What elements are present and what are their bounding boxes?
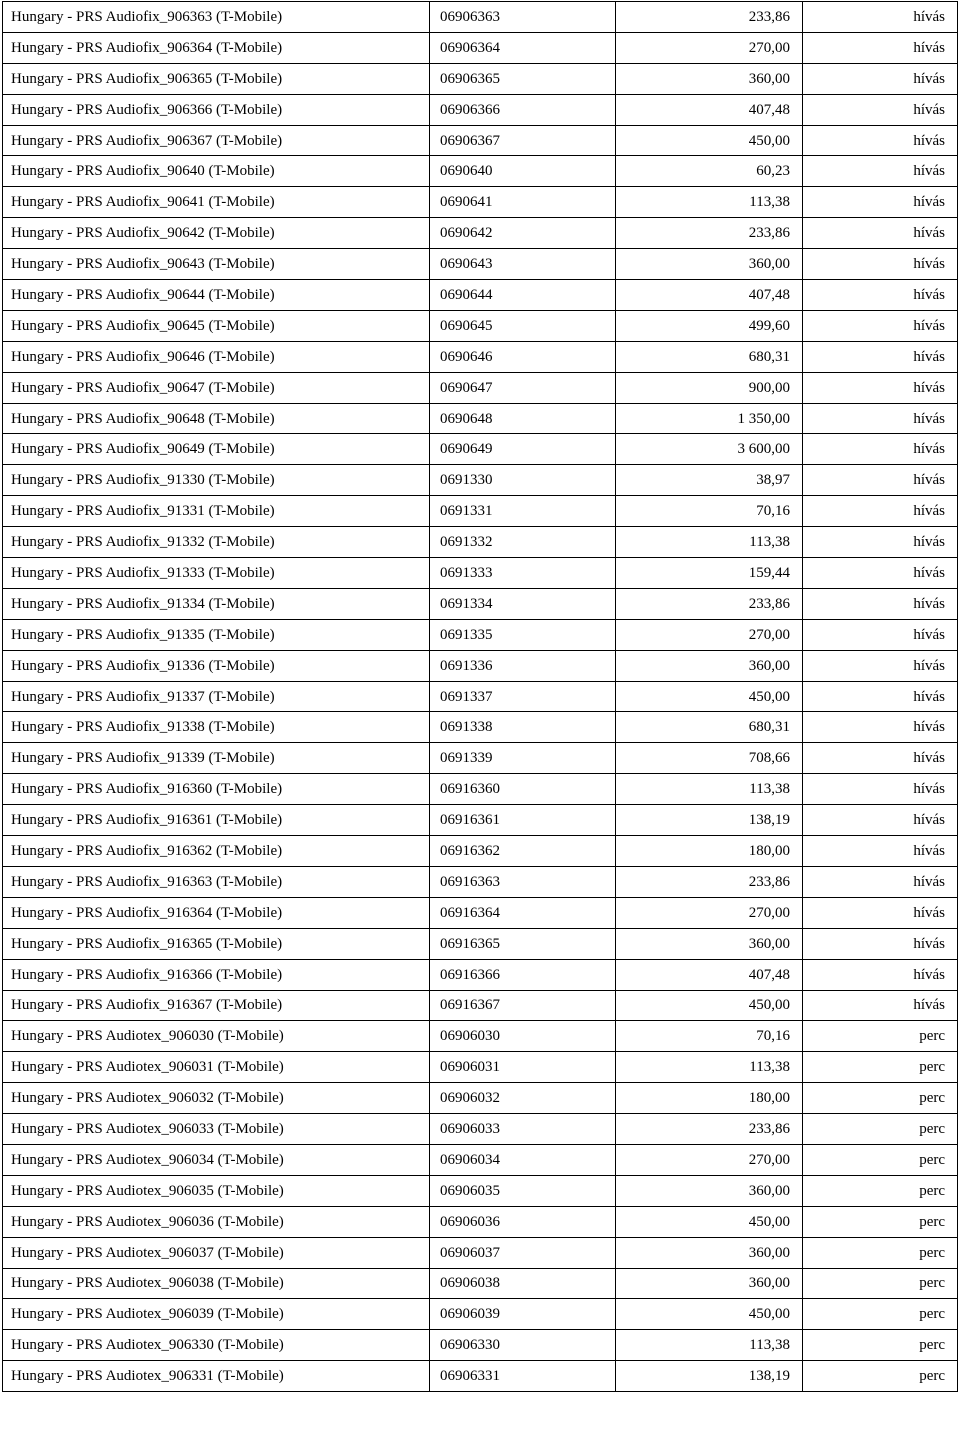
price-cell: 138,19 [616,805,803,836]
phone-number-cell: 06916361 [430,805,616,836]
billing-unit-cell: hívás [803,774,958,805]
table-row [3,1144,958,1175]
price-cell: 270,00 [616,619,803,650]
price-cell: 360,00 [616,1268,803,1299]
service-name-cell: Hungary - PRS Audiofix_916365 (T-Mobile) [3,928,430,959]
billing-unit-cell: hívás [803,836,958,867]
service-name-cell: Hungary - PRS Audiotex_906030 (T-Mobile) [3,1021,430,1052]
price-cell: 270,00 [616,1144,803,1175]
service-name-cell: Hungary - PRS Audiofix_906364 (T-Mobile) [3,32,430,63]
phone-number-cell: 06906030 [430,1021,616,1052]
price-cell: 3 600,00 [616,434,803,465]
phone-number-cell: 06906364 [430,32,616,63]
price-cell: 680,31 [616,341,803,372]
billing-unit-cell: perc [803,1052,958,1083]
service-name-cell: Hungary - PRS Audiofix_91338 (T-Mobile) [3,712,430,743]
table-row [3,650,958,681]
billing-unit-cell: perc [803,1083,958,1114]
table-row [3,897,958,928]
price-cell: 113,38 [616,527,803,558]
billing-unit-cell: hívás [803,866,958,897]
billing-unit-cell: perc [803,1299,958,1330]
service-name-cell: Hungary - PRS Audiofix_90649 (T-Mobile) [3,434,430,465]
phone-number-cell: 0691332 [430,527,616,558]
phone-number-cell: 0690647 [430,372,616,403]
price-cell: 113,38 [616,187,803,218]
price-cell: 360,00 [616,1175,803,1206]
price-cell: 1 350,00 [616,403,803,434]
table-row [3,1206,958,1237]
price-cell: 70,16 [616,1021,803,1052]
table-row [3,434,958,465]
table-row [3,156,958,187]
price-cell: 407,48 [616,280,803,311]
phone-number-cell: 06916360 [430,774,616,805]
table-row [3,805,958,836]
table-row [3,249,958,280]
phone-number-cell: 06906365 [430,63,616,94]
phone-number-cell: 0691331 [430,496,616,527]
price-cell: 270,00 [616,897,803,928]
service-name-cell: Hungary - PRS Audiofix_916361 (T-Mobile) [3,805,430,836]
service-name-cell: Hungary - PRS Audiotex_906031 (T-Mobile) [3,1052,430,1083]
billing-unit-cell: perc [803,1175,958,1206]
service-name-cell: Hungary - PRS Audiotex_906032 (T-Mobile) [3,1083,430,1114]
price-cell: 360,00 [616,249,803,280]
price-cell: 138,19 [616,1361,803,1392]
service-name-cell: Hungary - PRS Audiofix_90644 (T-Mobile) [3,280,430,311]
price-cell: 159,44 [616,558,803,589]
service-name-cell: Hungary - PRS Audiofix_90643 (T-Mobile) [3,249,430,280]
table-row [3,496,958,527]
phone-number-cell: 06906331 [430,1361,616,1392]
table-row [3,836,958,867]
phone-number-cell: 06906330 [430,1330,616,1361]
table-row [3,1175,958,1206]
price-cell: 708,66 [616,743,803,774]
phone-number-cell: 06906037 [430,1237,616,1268]
billing-unit-cell: hívás [803,588,958,619]
price-cell: 233,86 [616,1114,803,1145]
billing-unit-cell: perc [803,1144,958,1175]
phone-number-cell: 06906033 [430,1114,616,1145]
phone-number-cell: 06916364 [430,897,616,928]
price-cell: 38,97 [616,465,803,496]
phone-number-cell: 0690649 [430,434,616,465]
service-name-cell: Hungary - PRS Audiotex_906033 (T-Mobile) [3,1114,430,1145]
billing-unit-cell: hívás [803,218,958,249]
service-name-cell: Hungary - PRS Audiofix_90642 (T-Mobile) [3,218,430,249]
service-name-cell: Hungary - PRS Audiofix_916362 (T-Mobile) [3,836,430,867]
price-cell: 233,86 [616,866,803,897]
phone-number-cell: 06906363 [430,2,616,33]
billing-unit-cell: hívás [803,743,958,774]
billing-unit-cell: hívás [803,990,958,1021]
billing-unit-cell: hívás [803,341,958,372]
phone-number-cell: 0690644 [430,280,616,311]
price-cell: 499,60 [616,310,803,341]
billing-unit-cell: hívás [803,249,958,280]
price-cell: 60,23 [616,156,803,187]
service-name-cell: Hungary - PRS Audiofix_91334 (T-Mobile) [3,588,430,619]
billing-unit-cell: hívás [803,465,958,496]
phone-number-cell: 0690643 [430,249,616,280]
service-name-cell: Hungary - PRS Audiofix_90648 (T-Mobile) [3,403,430,434]
price-cell: 450,00 [616,990,803,1021]
phone-number-cell: 06906366 [430,94,616,125]
phone-number-cell: 06916367 [430,990,616,1021]
price-cell: 113,38 [616,1052,803,1083]
billing-unit-cell: hívás [803,959,958,990]
billing-unit-cell: hívás [803,310,958,341]
price-cell: 450,00 [616,681,803,712]
phone-number-cell: 0690641 [430,187,616,218]
phone-number-cell: 06906031 [430,1052,616,1083]
price-cell: 113,38 [616,1330,803,1361]
price-cell: 407,48 [616,94,803,125]
service-name-cell: Hungary - PRS Audiofix_91330 (T-Mobile) [3,465,430,496]
service-name-cell: Hungary - PRS Audiotex_906037 (T-Mobile) [3,1237,430,1268]
billing-unit-cell: perc [803,1330,958,1361]
table-row [3,94,958,125]
billing-unit-cell: hívás [803,156,958,187]
billing-unit-cell: perc [803,1114,958,1145]
price-cell: 113,38 [616,774,803,805]
billing-unit-cell: hívás [803,403,958,434]
table-row [3,558,958,589]
service-name-cell: Hungary - PRS Audiofix_906367 (T-Mobile) [3,125,430,156]
price-cell: 900,00 [616,372,803,403]
table-row [3,928,958,959]
service-name-cell: Hungary - PRS Audiofix_906365 (T-Mobile) [3,63,430,94]
billing-unit-cell: hívás [803,434,958,465]
billing-unit-cell: hívás [803,897,958,928]
table-row [3,32,958,63]
billing-unit-cell: hívás [803,527,958,558]
table-row [3,372,958,403]
billing-unit-cell: hívás [803,32,958,63]
service-name-cell: Hungary - PRS Audiofix_916360 (T-Mobile) [3,774,430,805]
phone-number-cell: 06916362 [430,836,616,867]
price-cell: 360,00 [616,650,803,681]
table-row [3,1083,958,1114]
phone-number-cell: 0691333 [430,558,616,589]
phone-number-cell: 0691339 [430,743,616,774]
billing-unit-cell: hívás [803,125,958,156]
table-row [3,63,958,94]
table-row [3,1330,958,1361]
service-name-cell: Hungary - PRS Audiofix_90641 (T-Mobile) [3,187,430,218]
billing-unit-cell: perc [803,1206,958,1237]
price-cell: 180,00 [616,836,803,867]
table-row [3,588,958,619]
service-name-cell: Hungary - PRS Audiofix_906366 (T-Mobile) [3,94,430,125]
phone-number-cell: 06906367 [430,125,616,156]
billing-unit-cell: hívás [803,558,958,589]
table-row [3,712,958,743]
table-row [3,341,958,372]
price-cell: 70,16 [616,496,803,527]
phone-number-cell: 06906039 [430,1299,616,1330]
service-name-cell: Hungary - PRS Audiofix_91336 (T-Mobile) [3,650,430,681]
table-row [3,959,958,990]
price-cell: 233,86 [616,218,803,249]
service-name-cell: Hungary - PRS Audiofix_916366 (T-Mobile) [3,959,430,990]
service-name-cell: Hungary - PRS Audiofix_90647 (T-Mobile) [3,372,430,403]
billing-unit-cell: hívás [803,2,958,33]
table-row [3,125,958,156]
service-name-cell: Hungary - PRS Audiofix_90640 (T-Mobile) [3,156,430,187]
service-name-cell: Hungary - PRS Audiofix_91332 (T-Mobile) [3,527,430,558]
table-row [3,310,958,341]
price-cell: 407,48 [616,959,803,990]
phone-number-cell: 0691330 [430,465,616,496]
table-row [3,1299,958,1330]
billing-unit-cell: hívás [803,94,958,125]
service-name-cell: Hungary - PRS Audiofix_91339 (T-Mobile) [3,743,430,774]
billing-unit-cell: perc [803,1268,958,1299]
table-row [3,1021,958,1052]
rate-table-body [3,2,958,1392]
phone-number-cell: 0690645 [430,310,616,341]
phone-number-cell: 06906034 [430,1144,616,1175]
service-name-cell: Hungary - PRS Audiotex_906038 (T-Mobile) [3,1268,430,1299]
service-name-cell: Hungary - PRS Audiofix_916364 (T-Mobile) [3,897,430,928]
phone-number-cell: 06916363 [430,866,616,897]
billing-unit-cell: hívás [803,619,958,650]
table-row [3,218,958,249]
table-row [3,681,958,712]
table-row [3,1114,958,1145]
table-row [3,403,958,434]
table-row [3,866,958,897]
price-cell: 233,86 [616,2,803,33]
table-row [3,1361,958,1392]
service-name-cell: Hungary - PRS Audiofix_91337 (T-Mobile) [3,681,430,712]
service-name-cell: Hungary - PRS Audiotex_906331 (T-Mobile) [3,1361,430,1392]
phone-number-cell: 06906038 [430,1268,616,1299]
phone-number-cell: 06916366 [430,959,616,990]
phone-number-cell: 0690646 [430,341,616,372]
phone-number-cell: 0691335 [430,619,616,650]
table-row [3,1237,958,1268]
service-name-cell: Hungary - PRS Audiotex_906034 (T-Mobile) [3,1144,430,1175]
service-name-cell: Hungary - PRS Audiotex_906039 (T-Mobile) [3,1299,430,1330]
phone-number-cell: 0691337 [430,681,616,712]
phone-number-cell: 06906032 [430,1083,616,1114]
table-row [3,2,958,33]
phone-number-cell: 0691336 [430,650,616,681]
price-cell: 450,00 [616,125,803,156]
price-cell: 233,86 [616,588,803,619]
table-row [3,187,958,218]
billing-unit-cell: perc [803,1237,958,1268]
billing-unit-cell: hívás [803,928,958,959]
service-name-cell: Hungary - PRS Audiofix_90646 (T-Mobile) [3,341,430,372]
table-row [3,1052,958,1083]
service-name-cell: Hungary - PRS Audiofix_906363 (T-Mobile) [3,2,430,33]
service-name-cell: Hungary - PRS Audiotex_906330 (T-Mobile) [3,1330,430,1361]
billing-unit-cell: hívás [803,187,958,218]
billing-unit-cell: hívás [803,681,958,712]
price-cell: 270,00 [616,32,803,63]
price-cell: 180,00 [616,1083,803,1114]
billing-unit-cell: hívás [803,805,958,836]
billing-unit-cell: hívás [803,712,958,743]
billing-unit-cell: hívás [803,372,958,403]
billing-unit-cell: hívás [803,63,958,94]
table-row [3,1268,958,1299]
phone-number-cell: 0691338 [430,712,616,743]
service-name-cell: Hungary - PRS Audiofix_91335 (T-Mobile) [3,619,430,650]
table-row [3,774,958,805]
table-row [3,619,958,650]
price-cell: 450,00 [616,1206,803,1237]
phone-number-cell: 0690640 [430,156,616,187]
phone-number-cell: 0690642 [430,218,616,249]
phone-number-cell: 06906035 [430,1175,616,1206]
service-name-cell: Hungary - PRS Audiofix_91333 (T-Mobile) [3,558,430,589]
phone-number-cell: 0690648 [430,403,616,434]
service-name-cell: Hungary - PRS Audiofix_90645 (T-Mobile) [3,310,430,341]
billing-unit-cell: perc [803,1361,958,1392]
phone-number-cell: 06906036 [430,1206,616,1237]
billing-unit-cell: perc [803,1021,958,1052]
service-name-cell: Hungary - PRS Audiofix_91331 (T-Mobile) [3,496,430,527]
billing-unit-cell: hívás [803,496,958,527]
price-cell: 360,00 [616,928,803,959]
price-cell: 360,00 [616,1237,803,1268]
service-name-cell: Hungary - PRS Audiotex_906035 (T-Mobile) [3,1175,430,1206]
billing-unit-cell: hívás [803,280,958,311]
service-name-cell: Hungary - PRS Audiofix_916367 (T-Mobile) [3,990,430,1021]
price-cell: 360,00 [616,63,803,94]
phone-number-cell: 0691334 [430,588,616,619]
table-row [3,465,958,496]
table-row [3,743,958,774]
table-row [3,280,958,311]
price-cell: 450,00 [616,1299,803,1330]
table-row [3,527,958,558]
service-name-cell: Hungary - PRS Audiotex_906036 (T-Mobile) [3,1206,430,1237]
rate-table [2,1,958,1392]
price-cell: 680,31 [616,712,803,743]
billing-unit-cell: hívás [803,650,958,681]
phone-number-cell: 06916365 [430,928,616,959]
table-row [3,990,958,1021]
service-name-cell: Hungary - PRS Audiofix_916363 (T-Mobile) [3,866,430,897]
